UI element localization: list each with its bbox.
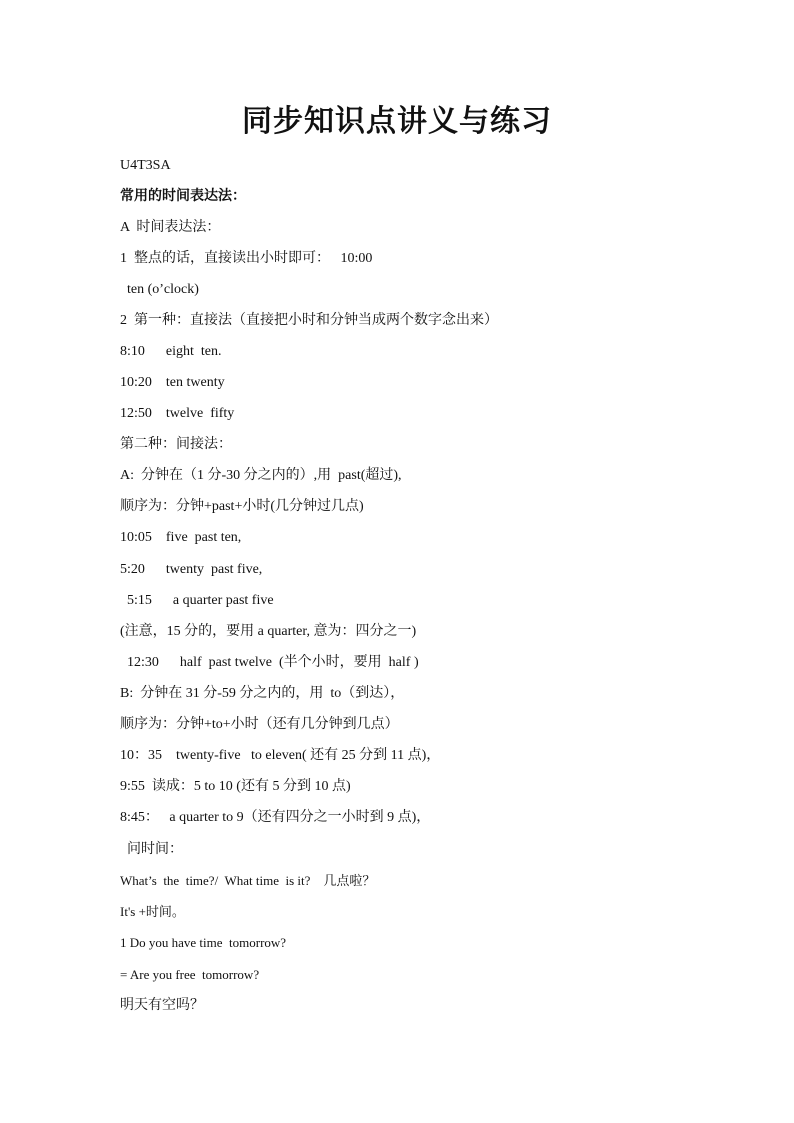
text-line: 12:50 twelve fifty	[120, 406, 235, 421]
text-line: 10:20 ten twenty	[120, 375, 225, 390]
text-line: 顺序为：分钟+to+小时（还有几分钟到几点）	[120, 717, 399, 732]
text-line: 1 Do you have time tomorrow?	[120, 935, 287, 950]
text-line: 2 第一种：直接法（直接把小时和分钟当成两个数字念出来）	[120, 313, 498, 328]
document-title: 同步知识点讲义与练习	[242, 105, 552, 138]
text-line: (注意，15 分的，要用 a quarter, 意为：四分之一)	[120, 624, 417, 639]
text-line: A: 分钟在（1 分-30 分之内的）,用 past(超过),	[120, 468, 402, 483]
text-line: 10:05 five past ten,	[120, 530, 242, 545]
text-line: A 时间表达法：	[120, 220, 221, 235]
text-line: 顺序为：分钟+past+小时(几分钟过几点)	[120, 499, 364, 514]
text-line-section-heading: 常用的时间表达法：	[120, 189, 246, 204]
text-line: 第二种：间接法：	[120, 437, 232, 452]
text-line: 10：35 twenty-five to eleven( 还有 25 分到 11 点)，	[120, 748, 441, 763]
text-line: It's +时间。	[120, 904, 185, 919]
text-line: ten (o’clock)	[120, 282, 199, 297]
text-line: 12:30 half past twelve (半个小时，要用 half )	[120, 655, 419, 670]
text-line: 8:10 eight ten.	[120, 344, 222, 359]
text-line: 8:45： a quarter to 9（还有四分之一小时到 9 点)，	[120, 810, 431, 825]
text-line: 9:55 读成：5 to 10 (还有 5 分到 10 点)	[120, 779, 351, 794]
text-line: B: 分钟在 31 分-59 分之内的，用 to（到达），	[120, 686, 405, 701]
text-line: What’s the time?/ What time is it? 几点啦？	[120, 873, 376, 888]
text-line: 问时间：	[120, 842, 183, 857]
text-line: 1 整点的话，直接读出小时即可： 10:00	[120, 251, 373, 266]
text-line: 5:20 twenty past five,	[120, 562, 263, 577]
text-line: 5:15 a quarter past five	[120, 593, 274, 608]
text-line-lesson-code: U4T3SA	[120, 158, 171, 173]
text-line: 明天有空吗？	[120, 998, 204, 1013]
text-line: = Are you free tomorrow?	[120, 967, 260, 982]
